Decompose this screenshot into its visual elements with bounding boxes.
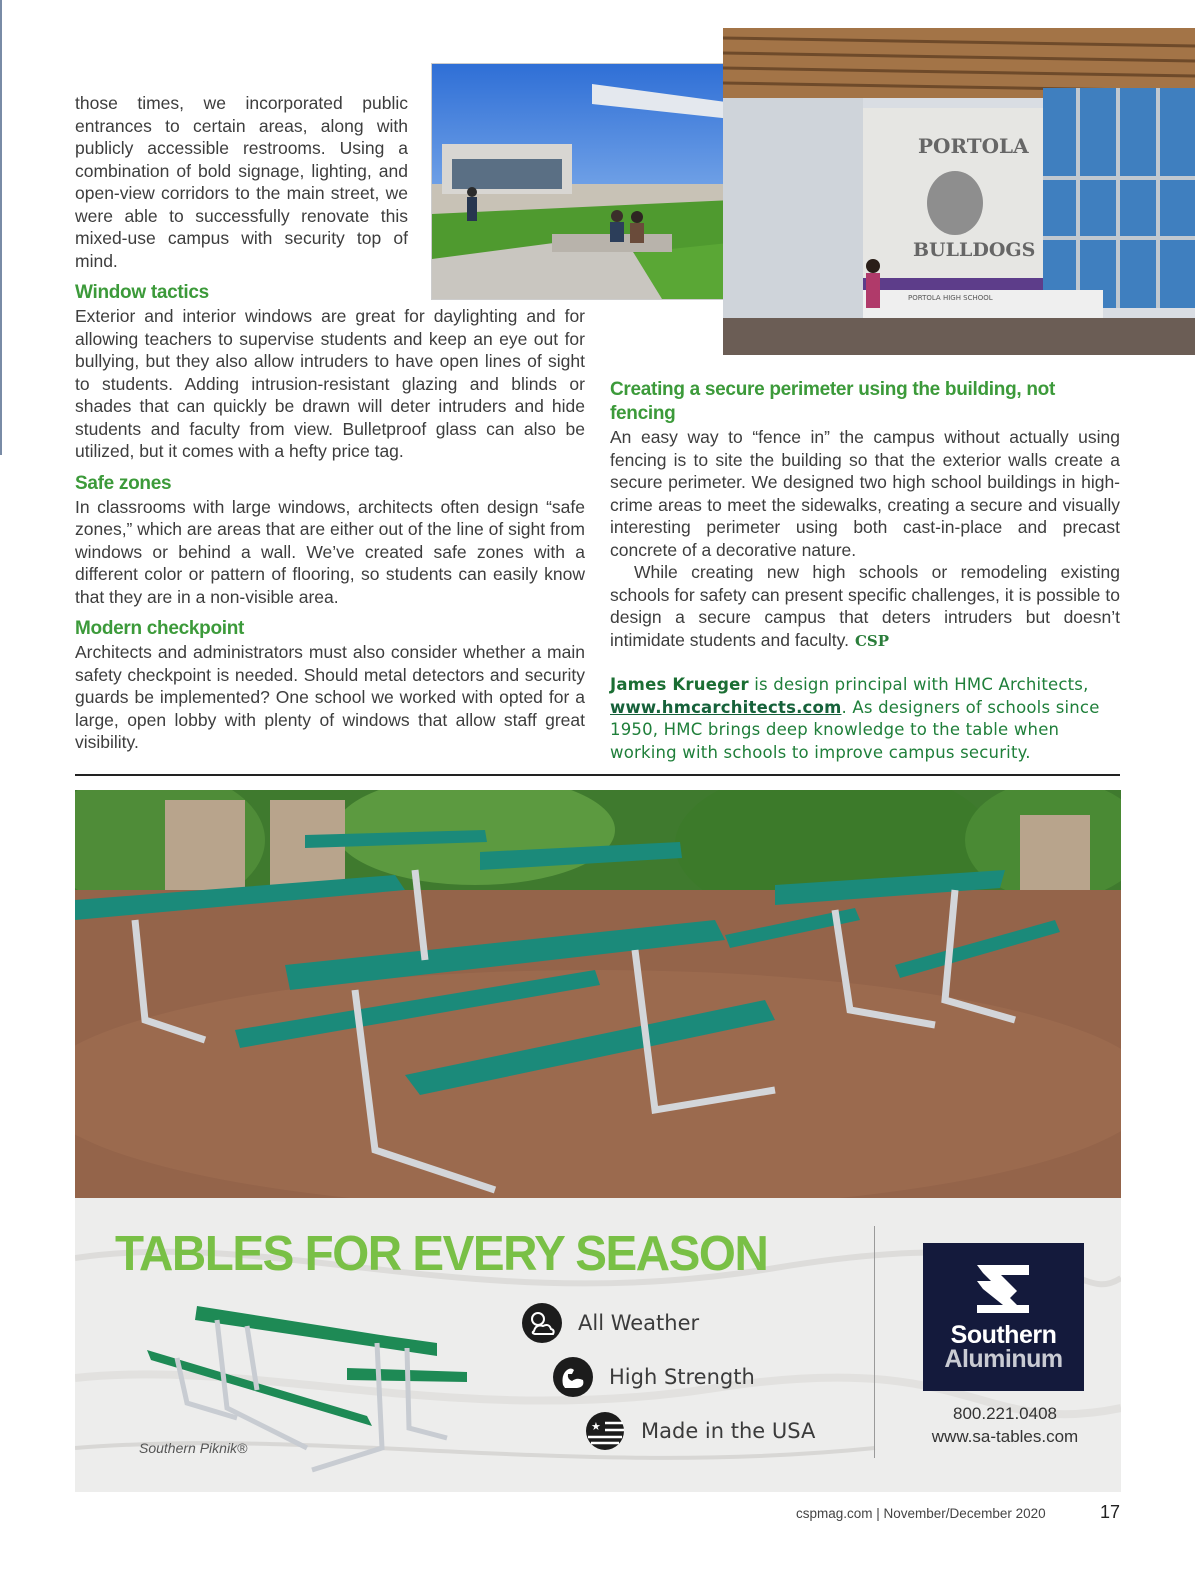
ad-panel: [75, 1198, 1121, 1492]
ad-divider-rule: [75, 774, 1120, 776]
feature-all-weather: [522, 1303, 699, 1343]
ad-website[interactable]: www.sa-tables.com: [931, 1427, 1079, 1446]
author-bio-text-1: is design principal with HMC Architects,: [748, 675, 1089, 694]
right-column: [610, 378, 1120, 764]
section-heading-safe-zones: Safe zones: [75, 472, 172, 494]
feature-high-strength: [553, 1357, 755, 1397]
section-text-window-tactics: Exterior and interior windows are great for daylighting and for allowing teachers to supervise students and keep an eye out for bullying, but they also allow intruders to have open lines of sight to students. Adding intrusion-resistant glazing and blinds or shades that can quickly be drawn will deter intruders and hide students and faculty from view. Bulletproof glass can also be utilized, but it comes with a hefty price tag.: [75, 306, 585, 461]
left-column: [75, 281, 585, 754]
feature-label-high-strength: High Strength: [609, 1365, 755, 1389]
ad-vertical-divider: [874, 1226, 875, 1458]
ad-phone: 800.221.0408: [953, 1404, 1057, 1423]
page-number: 17: [1100, 1502, 1121, 1522]
ad-headline: TABLES FOR EVERY SEASON: [115, 1227, 768, 1281]
logo-brand-line-1: Southern: [950, 1321, 1057, 1349]
perimeter-paragraph-2: [610, 561, 1120, 652]
section-heading-window-tactics: Window tactics: [75, 282, 209, 303]
strength-icon: [553, 1357, 593, 1397]
southern-aluminum-logo: [923, 1243, 1084, 1391]
desk-text: PORTOLA HIGH SCHOOL: [908, 294, 993, 302]
page-edge-mark: [0, 0, 2, 455]
feature-label-all-weather: All Weather: [578, 1311, 700, 1335]
photo-corner-cut: [723, 28, 863, 128]
section-text-modern-checkpoint: Architects and administrators must also consider whether a main safety checkpoint is needed. Should metal detectors and security guards be implemented? One school we worked with opted for a large, open lobby with plenty of windows that allow staff great visibility.: [75, 642, 585, 752]
section-heading-modern-checkpoint: Modern checkpoint: [75, 618, 245, 639]
author-bio-text-2: . As designers of schools since 1950, HMC brings deep knowledge to the table when working with schools to improve campus security.: [610, 697, 1100, 762]
feature-made-in-usa: [585, 1411, 815, 1451]
product-caption: Southern Piknik®: [139, 1440, 248, 1456]
svg-text:★: ★: [591, 1420, 601, 1433]
intro-paragraph: those times, we incorporated public entrances to certain areas, along with publicly accessible restrooms. Using a combination of bold signage, lighting, and open-view corridors to the main street, we were able to successfully renovate this mixed-use campus with security top of mind.: [75, 93, 408, 271]
section-heading-secure-perimeter: Creating a secure perimeter using the building, not fencing: [610, 379, 1055, 424]
author-name: James Krueger: [610, 675, 749, 694]
section-text-safe-zones: In classrooms with large windows, architects often design “safe zones,” which are areas that are either out of the line of sight from windows or behind a wall. We’ve created safe zones with a different color or pattern of flooring, so students can easily know that they are in a non-visible area.: [75, 496, 585, 607]
perimeter-paragraph-1: An easy way to “fence in” the campus without actually using fencing is to site the building so that the exterior walls create a secure perimeter. We designed two high school buildings in high-crime areas to meet the sidewalks, creating a secure and visually interesting perimeter using both cast-in-place and precast concrete of a decorative nature.: [610, 427, 1120, 560]
usa-flag-icon: [585, 1411, 625, 1451]
sign-bulldogs: BULLDOGS: [913, 239, 1036, 261]
feature-label-made-in-usa: Made in the USA: [641, 1419, 816, 1443]
weather-icon: [522, 1303, 562, 1343]
csp-end-mark: CSP: [854, 631, 890, 650]
author-bio: [610, 674, 1120, 764]
ad-picnic-tables-photo: [75, 790, 1121, 1198]
author-website-link[interactable]: www.hmcarchitects.com: [610, 697, 842, 717]
sign-portola: PORTOLA: [918, 134, 1029, 158]
perimeter-paragraph-2-text: While creating new high schools or remodeling existing schools for safety can present specific challenges, it is possible to design a secure campus that deters intruders but doesn’t intimidate students and faculty.: [610, 562, 1120, 650]
page-footer-text: cspmag.com | November/December 2020: [796, 1506, 1046, 1521]
logo-brand-line-2: Aluminum: [944, 1345, 1063, 1373]
logo-mark-icon: [973, 1261, 1033, 1316]
